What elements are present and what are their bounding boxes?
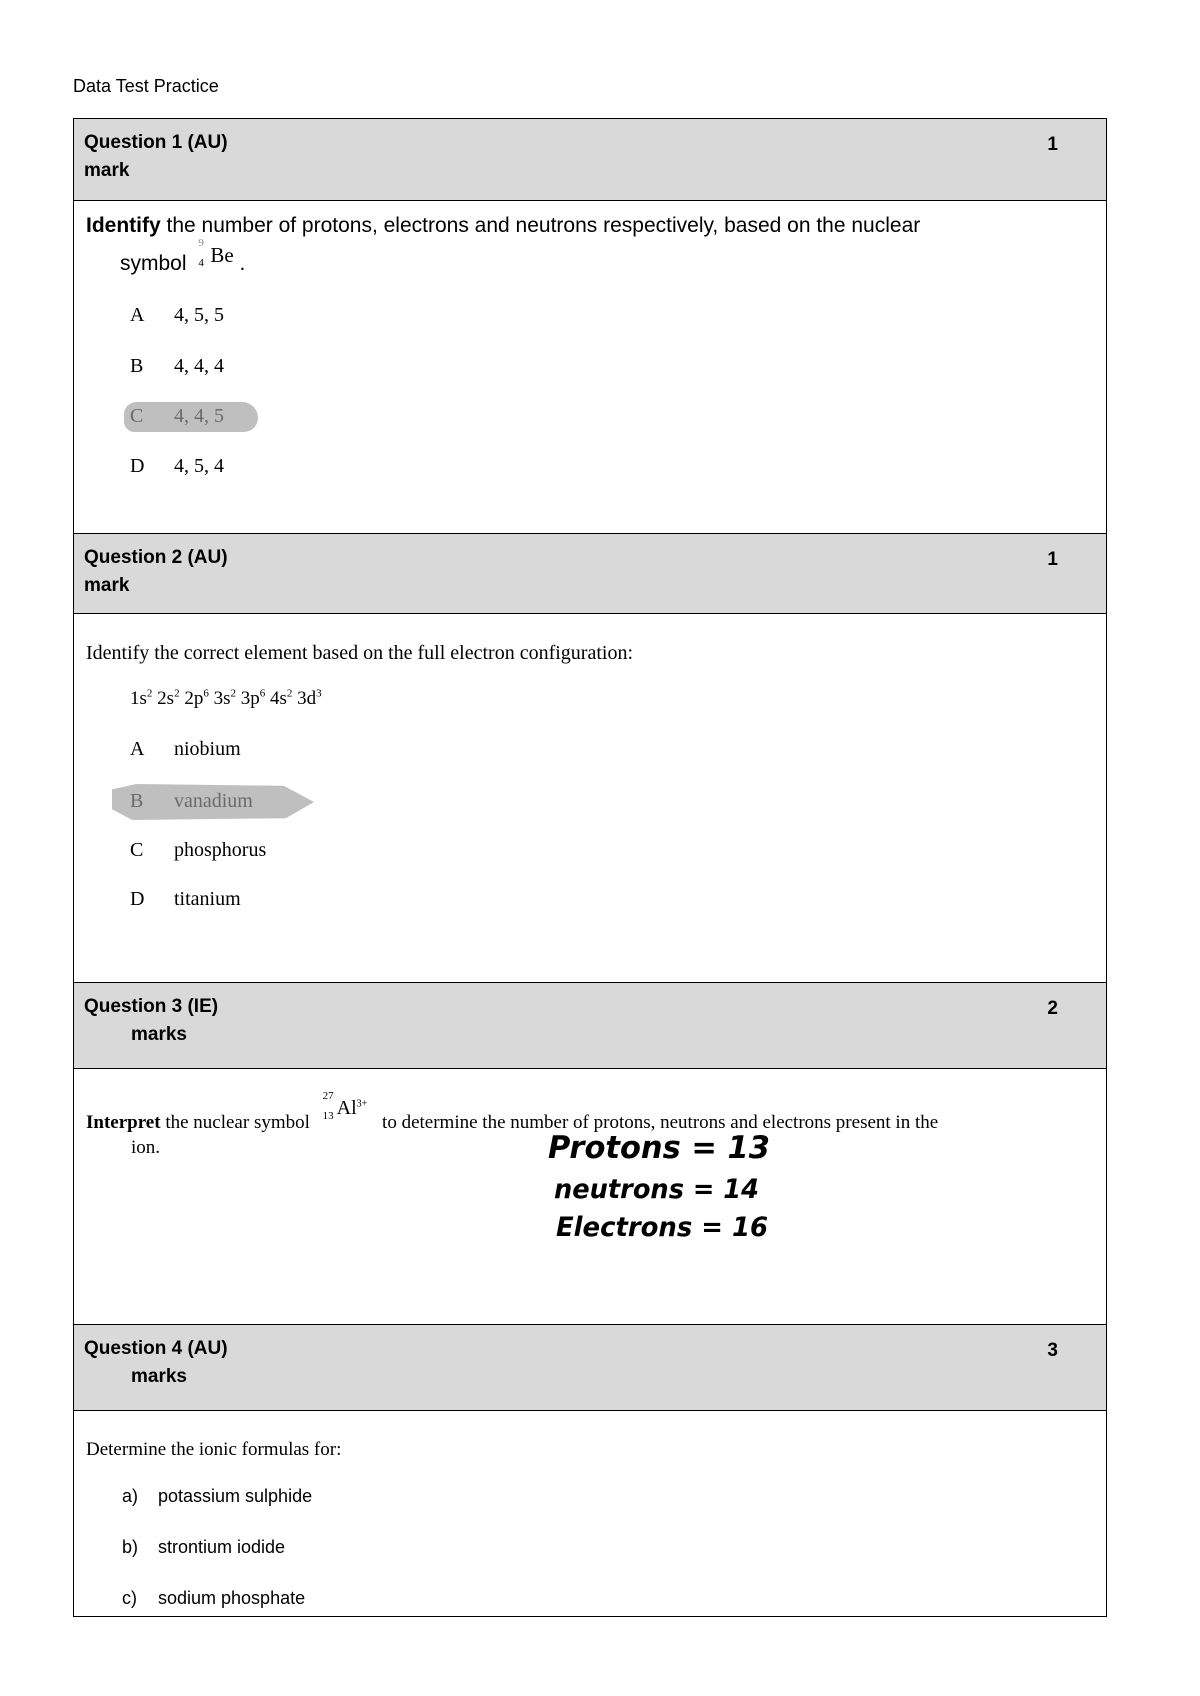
option-text: titanium: [174, 888, 241, 910]
option-letter: D: [130, 888, 145, 910]
page-title: Data Test Practice: [73, 76, 219, 96]
question-3-title: Question 3 (IE): [84, 996, 219, 1017]
question-4-item-a: [122, 1486, 312, 1507]
item-text: potassium sulphide: [158, 1486, 313, 1506]
question-1-option-a[interactable]: [130, 304, 224, 327]
option-letter: A: [130, 738, 145, 760]
question-4-header: [74, 1325, 1106, 1411]
option-letter: C: [130, 405, 144, 427]
question-3-header: [74, 983, 1106, 1069]
orbital: [297, 688, 322, 709]
be-atomic-number: 4: [198, 257, 204, 269]
question-table: [73, 118, 1107, 1617]
al-atomic-number: 13: [322, 1110, 334, 1122]
option-letter: D: [130, 455, 145, 477]
handwritten-answer: [546, 1124, 796, 1244]
question-2-option-d[interactable]: [130, 888, 241, 911]
question-4-marks-number: 3: [1047, 1340, 1058, 1361]
orbital: [214, 688, 236, 709]
nuclear-symbol-be: [198, 237, 234, 269]
item-text: strontium iodide: [158, 1537, 286, 1557]
question-2-marks-word: mark: [84, 575, 130, 596]
orbital-electrons: 2: [146, 688, 153, 700]
question-4-title: Question 4 (AU): [84, 1338, 228, 1359]
orbital-label: 4s: [269, 688, 287, 710]
option-letter: B: [130, 355, 144, 377]
question-2-option-a[interactable]: [130, 738, 241, 761]
orbital-label: 1s: [130, 688, 147, 710]
question-1-option-b[interactable]: [130, 355, 224, 378]
orbital-electrons: 6: [203, 688, 209, 700]
question-2-marks-number: 1: [1047, 549, 1058, 570]
question-2-body: [74, 614, 1106, 983]
question-1-stem-text: the number of protons, electrons and neutrons respectively, based on the nuclear: [160, 214, 921, 237]
item-label: c): [122, 1588, 137, 1608]
electron-configuration: [130, 688, 322, 710]
item-text: sodium phosphate: [158, 1588, 306, 1608]
question-1-marks-word: mark: [84, 160, 130, 181]
handwritten-line: neutrons = 14: [554, 1174, 759, 1205]
al-charge: 3+: [356, 1098, 368, 1110]
option-text: 4, 4, 4: [174, 355, 224, 377]
orbital-label: 3d: [297, 688, 317, 710]
al-mass-number: 27: [322, 1090, 334, 1102]
question-1-symbol-suffix: .: [239, 252, 246, 275]
orbital: [130, 688, 152, 709]
option-letter: C: [130, 839, 144, 861]
orbital-electrons: 2: [286, 688, 293, 700]
orbital: [157, 688, 179, 709]
option-text: 4, 4, 5: [174, 405, 224, 427]
question-3-marks-word: marks: [131, 1024, 187, 1045]
orbital-label: 3p: [240, 688, 260, 710]
orbital: [270, 688, 292, 709]
item-label: b): [122, 1537, 139, 1557]
question-1-option-d[interactable]: [130, 455, 224, 478]
question-1-title: Question 1 (AU): [84, 132, 228, 153]
question-4-body: [74, 1411, 1106, 1616]
question-3-command-word: Interpret: [86, 1112, 161, 1133]
option-text: vanadium: [174, 790, 253, 812]
question-3-body: [74, 1069, 1106, 1325]
question-2-option-c[interactable]: [130, 839, 266, 862]
option-text: 4, 5, 4: [174, 455, 224, 477]
handwritten-line: Electrons = 16: [556, 1212, 768, 1243]
option-text: 4, 5, 5: [174, 304, 224, 326]
orbital: [241, 688, 266, 709]
option-letter: B: [130, 790, 144, 812]
question-4-item-b: [122, 1537, 285, 1558]
al-element: Al: [336, 1097, 357, 1119]
question-1-body: [74, 201, 1106, 534]
question-3-stem-pre: the nuclear symbol: [160, 1112, 310, 1133]
question-4-marks-word: marks: [131, 1366, 187, 1387]
option-letter: A: [130, 304, 145, 326]
question-2-title: Question 2 (AU): [84, 547, 228, 568]
be-mass-number: 9: [198, 237, 204, 249]
orbital-electrons: 6: [259, 688, 266, 700]
question-1-symbol-prefix: symbol: [120, 252, 187, 275]
item-label: a): [122, 1486, 139, 1506]
question-4-item-c: [122, 1588, 305, 1609]
question-1-stem: [86, 213, 1086, 239]
option-text: phosphorus: [174, 839, 267, 861]
orbital-electrons: 2: [230, 688, 236, 700]
be-element: Be: [210, 243, 234, 267]
question-3-marks-number: 2: [1047, 998, 1058, 1019]
question-1-option-c[interactable]: [130, 405, 224, 428]
question-2-option-b[interactable]: [130, 790, 253, 813]
orbital-electrons: 3: [316, 688, 322, 700]
orbital-label: 2s: [157, 688, 175, 710]
orbital-electrons: 2: [174, 688, 180, 700]
handwritten-line: Protons = 13: [548, 1130, 770, 1166]
option-text: niobium: [174, 738, 241, 760]
question-1-symbol-line: [120, 237, 246, 276]
question-2-header: [74, 534, 1106, 614]
question-1-marks-number: 1: [1047, 134, 1058, 155]
question-2-stem: Identify the correct element based on the full electron configuration:: [86, 642, 634, 664]
question-1-header: [74, 119, 1106, 201]
nuclear-symbol-al: [322, 1090, 368, 1122]
orbital-label: 2p: [184, 688, 204, 710]
question-3-stem-post: to determine the number of protons, neutrons and electrons present in the: [377, 1112, 939, 1133]
question-3-stem-continuation: ion.: [131, 1136, 161, 1158]
question-1-command-word: Identify: [86, 214, 161, 237]
orbital: [184, 688, 209, 709]
orbital-label: 3s: [213, 688, 231, 710]
question-4-stem: Determine the ionic formulas for:: [86, 1439, 342, 1460]
